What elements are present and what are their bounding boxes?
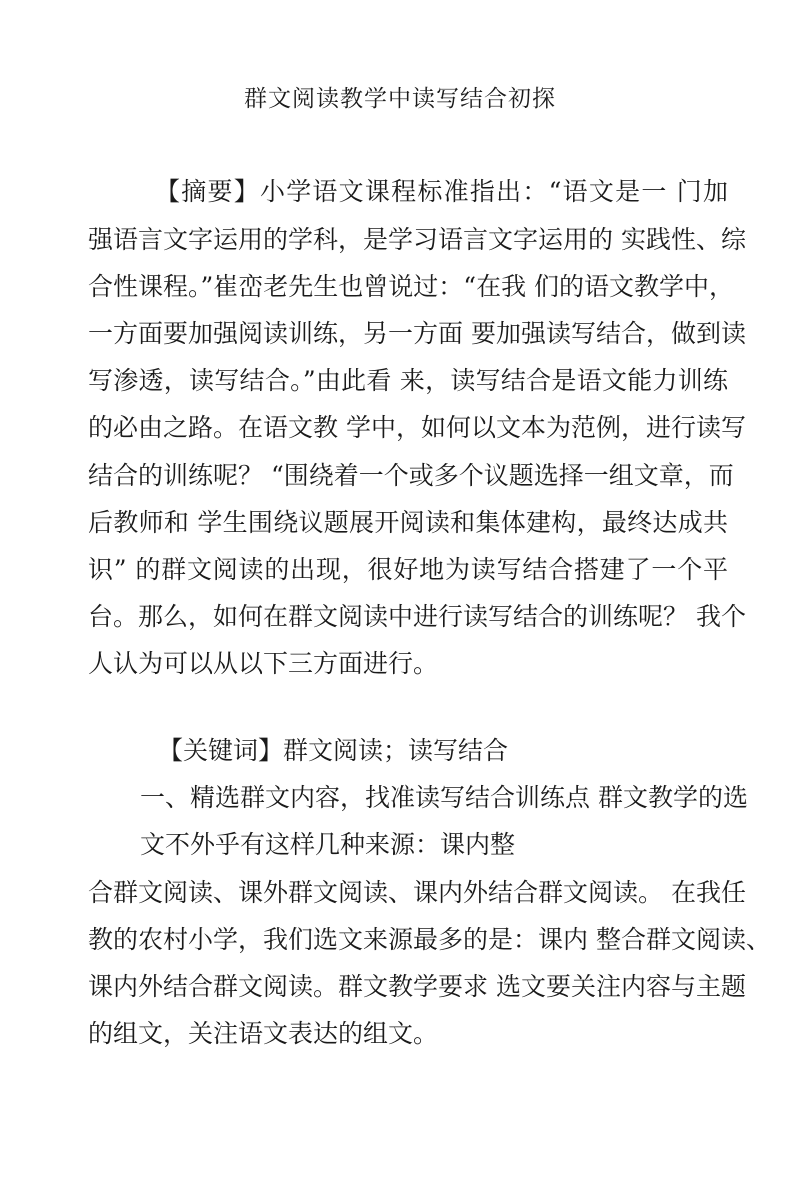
body-line: 课内外结合群文阅读。群文教学要求 选文要关注内容与主题: [88, 972, 746, 1001]
keywords-line: 【关键词】群文阅读；读写结合: [158, 736, 509, 765]
document-title: 群文阅读教学中读写结合初探: [244, 86, 556, 112]
abstract-line: 一方面要加强阅读训练，另一方面 要加强读写结合，做到读: [88, 319, 746, 348]
abstract-line: 【摘要】小学语文课程标准指出：“语文是一 门加: [155, 177, 728, 206]
abstract-line: 人认为可以从以下三方面进行。: [88, 649, 439, 678]
abstract-line: 的必由之路。在语文教 学中，如何以文本为范例，进行读写: [88, 413, 746, 442]
abstract-line: 后教师和 学生围绕议题展开阅读和集体建构，最终达成共: [88, 508, 728, 537]
abstract-line: 合性课程。”崔峦老先生也曾说过：“在我 们的语文教学中，: [88, 272, 735, 301]
abstract-line: 识” 的群文阅读的出现，很好地为读写结合搭建了一个平: [88, 555, 728, 584]
body-line: 的组文，关注语文表达的组文。: [88, 1019, 439, 1048]
abstract-line: 结合的训练呢？ “围绕着一个或多个议题选择一组文章，而: [88, 461, 734, 490]
section-heading-line: 一、精选群文内容，找准读写结合训练点 群文教学的选: [140, 783, 748, 812]
abstract-line: 强语言文字运用的学科，是学习语言文字运用的 实践性、综: [88, 225, 746, 254]
section-heading-line: 文不外乎有这样几种来源：课内整: [140, 830, 516, 859]
abstract-line: 台。那么，如何在群文阅读中进行读写结合的训练呢？ 我个: [88, 602, 746, 631]
abstract-line: 写渗透，读写结合。”由此看 来，读写结合是语文能力训练: [88, 366, 728, 395]
body-line: 教的农村小学，我们选文来源最多的是：课内 整合群文阅读、: [88, 925, 771, 954]
body-line: 合群文阅读、课外群文阅读、课内外结合群文阅读。 在我任: [88, 878, 746, 907]
